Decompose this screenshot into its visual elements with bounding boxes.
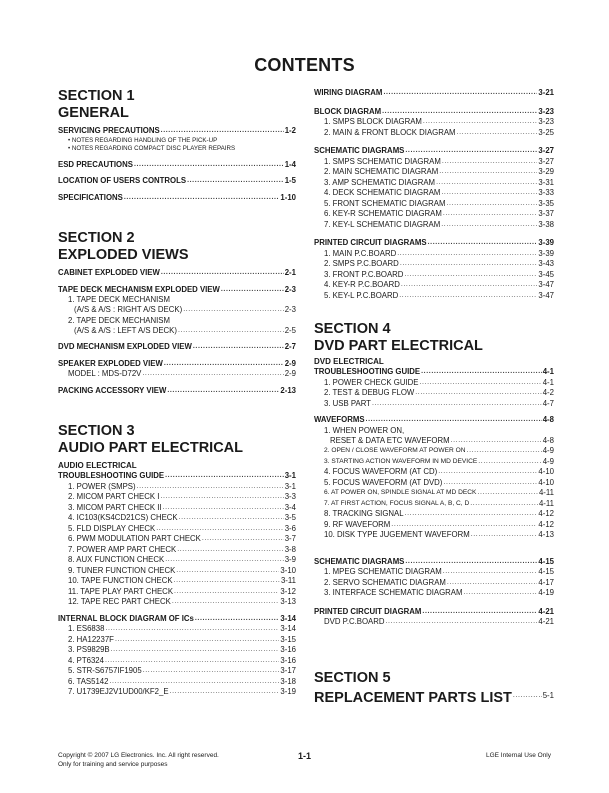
- toc-subentry[interactable]: 3. USB PART ..... 4-7: [314, 399, 554, 410]
- toc-subentry[interactable]: MODEL : MDS-D72V ..... 2-9: [58, 369, 296, 380]
- toc-entry[interactable]: CABINET EXPLODED VIEW ..... 2-1: [58, 268, 296, 279]
- toc-subentry[interactable]: 5. FOCUS WAVEFORM (AT DVD) ..... 4-10: [314, 478, 554, 489]
- toc-subentry[interactable]: 2. MAIN SCHEMATIC DIAGRAM ..... 3-29: [314, 167, 554, 178]
- toc-entry[interactable]: SERVICING PRECAUTIONS ..... 1-2: [58, 126, 296, 137]
- toc-subentry[interactable]: 7. KEY-L SCHEMATIC DIAGRAM ..... 3-38: [314, 220, 554, 231]
- toc-subentry[interactable]: 2. HA12237F ..... 3-15: [58, 635, 296, 646]
- toc-subentry[interactable]: 7. U1739EJ2V1UD00/KF2_E ..... 3-19: [58, 687, 296, 698]
- toc-entry[interactable]: PRINTED CIRCUIT DIAGRAMS ..... 3-39: [314, 238, 554, 249]
- footer-copyright: Copyright © 2007 LG Electronics. Inc. All right reserved. Only for training and service purposes: [58, 752, 219, 768]
- internal-block-list: [58, 624, 296, 698]
- waveform-list: [314, 446, 554, 541]
- toc-subentry-label: 1. WHEN POWER ON,: [324, 425, 405, 435]
- toc-subentry[interactable]: DVD P.C.BOARD ..... 4-21: [314, 617, 554, 628]
- section-number: SECTION 5: [314, 669, 391, 686]
- toc-subentry[interactable]: 5. STR-S6757IF1905 ..... 3-17: [58, 666, 296, 677]
- troubleshooting-list: [58, 482, 296, 608]
- toc-subentry[interactable]: 1. POWER CHECK GUIDE ..... 4-1: [314, 378, 554, 389]
- toc-subentry[interactable]: 5. FRONT SCHEMATIC DIAGRAM ..... 3-35: [314, 199, 554, 210]
- section-number: SECTION 2: [58, 230, 135, 246]
- toc-entry[interactable]: PRINTED CIRCUIT DIAGRAM ..... 4-21: [314, 607, 554, 618]
- toc-group-header: AUDIO ELECTRICAL: [58, 461, 137, 470]
- toc-subentry[interactable]: 2. MICOM PART CHECK I ..... 3-3: [58, 492, 296, 503]
- toc-note: • NOTES REGARDING COMPACT DISC PLAYER REPAIRS: [68, 145, 236, 152]
- toc-subentry[interactable]: 7. AT FIRST ACTION, FOCUS SIGNAL A, B, C, D ..... 4-11: [314, 499, 554, 510]
- toc-entry[interactable]: TAPE DECK MECHANISM EXPLODED VIEW ..... 2-3: [58, 285, 296, 296]
- section-title: DVD PART ELECTRICAL: [314, 338, 483, 354]
- toc-subentry[interactable]: 3. INTERFACE SCHEMATIC DIAGRAM ..... 4-19: [314, 588, 554, 599]
- section-4: [314, 321, 554, 628]
- toc-entry[interactable]: LOCATION OF USERS CONTROLS ..... 1-5: [58, 176, 296, 187]
- toc-subentry[interactable]: 5. FLD DISPLAY CHECK ..... 3-6: [58, 524, 296, 535]
- toc-subentry-label: 1. TAPE DECK MECHANISM: [68, 295, 170, 304]
- block-diagram-list: [314, 117, 554, 138]
- toc-subentry-label: 2. TAPE DECK MECHANISM: [68, 315, 170, 325]
- toc-subentry[interactable]: 1. SMPS SCHEMATIC DIAGRAM ..... 3-27: [314, 157, 554, 168]
- toc-subentry[interactable]: (A/S & A/S : LEFT A/S DECK) ..... 2-5: [58, 326, 296, 337]
- toc-left-column: [58, 88, 296, 698]
- toc-subentry[interactable]: RESET & DATA ETC WAVEFORM ..... 4-8: [314, 436, 554, 447]
- toc-subentry[interactable]: 3. PS9829B ..... 3-16: [58, 645, 296, 656]
- section-title: AUDIO PART ELECTRICAL: [58, 440, 244, 456]
- toc-entry[interactable]: INTERNAL BLOCK DIAGRAM OF ICs ..... 3-14: [58, 614, 296, 625]
- toc-entry[interactable]: SPECIFICATIONS ..... 1-10: [58, 193, 296, 204]
- toc-entry[interactable]: PACKING ACCESSORY VIEW ..... 2-13: [58, 386, 296, 397]
- section-title: EXPLODED VIEWS: [58, 247, 189, 263]
- toc-subentry[interactable]: 1. MPEG SCHEMATIC DIAGRAM ..... 4-15: [314, 567, 554, 578]
- toc-subentry[interactable]: 8. TRACKING SIGNAL ..... 4-12: [314, 509, 554, 520]
- toc-right-column: [314, 88, 554, 707]
- page-title: CONTENTS: [254, 55, 355, 75]
- toc-subentry[interactable]: 9. TUNER FUNCTION CHECK ..... 3-10: [58, 566, 296, 577]
- toc-subentry[interactable]: 2. MAIN & FRONT BLOCK DIAGRAM ..... 3-25: [314, 128, 554, 139]
- footer-internal: LGE Internal Use Only: [485, 752, 551, 759]
- page-number: 1-1: [297, 751, 311, 761]
- dvd-schematic-list: [314, 567, 554, 599]
- section-number: SECTION 4: [314, 321, 391, 337]
- toc-subentry[interactable]: 4. PT6324 ..... 3-16: [58, 656, 296, 667]
- toc-entry[interactable]: REPLACEMENT PARTS LIST ..... 5-1: [314, 687, 554, 707]
- toc-subentry[interactable]: 12. TAPE REC PART CHECK ..... 3-13: [58, 597, 296, 608]
- section-number: SECTION 3: [58, 423, 135, 439]
- toc-subentry[interactable]: 2. SERVO SCHEMATIC DIAGRAM ..... 4-17: [314, 578, 554, 589]
- toc-note: • NOTES REGARDING HANDLING OF THE PICK-UP: [68, 136, 218, 144]
- dvd-troubleshooting-list: [314, 378, 554, 410]
- toc-subentry[interactable]: 9. RF WAVEFORM ..... 4-12: [314, 520, 554, 531]
- toc-entry[interactable]: TROUBLESHOOTING GUIDE ..... 4-1: [314, 367, 554, 378]
- toc-subentry[interactable]: 1. ES6838 ..... 3-14: [58, 624, 296, 635]
- toc-subentry[interactable]: 6. AT POWER ON, SPINDLE SIGNAL AT MD DECK ..... 4-11: [314, 488, 554, 499]
- toc-entry[interactable]: BLOCK DIAGRAM ..... 3-23: [314, 107, 554, 118]
- toc-subentry[interactable]: 3. MICOM PART CHECK II ..... 3-4: [58, 503, 296, 514]
- section-number: SECTION 1: [58, 88, 135, 104]
- section-2: [58, 230, 296, 396]
- toc-entry[interactable]: SCHEMATIC DIAGRAMS ..... 3-27: [314, 146, 554, 157]
- toc-subentry[interactable]: 10. TAPE FUNCTION CHECK ..... 3-11: [58, 576, 296, 587]
- toc-subentry[interactable]: 1. SMPS BLOCK DIAGRAM ..... 3-23: [314, 117, 554, 128]
- toc-subentry[interactable]: 10. DISK TYPE JUGEMENT WAVEFORM ..... 4-13: [314, 530, 554, 541]
- toc-entry[interactable]: WIRING DIAGRAM ..... 3-21: [314, 88, 554, 99]
- toc-subentry[interactable]: 6. PWM MODULATION PART CHECK ..... 3-7: [58, 534, 296, 545]
- toc-subentry[interactable]: 7. POWER AMP PART CHECK ..... 3-8: [58, 545, 296, 556]
- toc-entry[interactable]: WAVEFORMS ..... 4-8: [314, 415, 554, 426]
- toc-subentry[interactable]: 4. FOCUS WAVEFORM (AT CD) ..... 4-10: [314, 467, 554, 478]
- toc-entry[interactable]: SPEAKER EXPLODED VIEW ..... 2-9: [58, 359, 296, 370]
- toc-subentry[interactable]: 2. OPEN / CLOSE WAVEFORM AT POWER ON ..... 4-9: [314, 446, 554, 457]
- toc-subentry[interactable]: 4. IC103(KS4CD21CS) CHECK ..... 3-5: [58, 513, 296, 524]
- section-5: [314, 670, 554, 707]
- toc-entry[interactable]: SCHEMATIC DIAGRAMS ..... 4-15: [314, 557, 554, 568]
- toc-subentry[interactable]: 1. MAIN P.C.BOARD ..... 3-39: [314, 249, 554, 260]
- toc-subentry[interactable]: 4. DECK SCHEMATIC DIAGRAM ..... 3-33: [314, 188, 554, 199]
- toc-entry[interactable]: TROUBLESHOOTING GUIDE ..... 3-1: [58, 471, 296, 482]
- pcb-list: [314, 249, 554, 302]
- section-1: [58, 88, 296, 203]
- toc-group-header: DVD ELECTRICAL: [314, 357, 384, 366]
- toc-entry[interactable]: ESD PRECAUTIONS ..... 1-4: [58, 160, 296, 171]
- toc-subentry[interactable]: 3. FRONT P.C.BOARD ..... 3-45: [314, 270, 554, 281]
- section-title: GENERAL: [58, 105, 129, 121]
- toc-subentry[interactable]: 2. TEST & DEBUG FLOW ..... 4-2: [314, 388, 554, 399]
- toc-subentry[interactable]: (A/S & A/S : RIGHT A/S DECK) ..... 2-3: [58, 305, 296, 316]
- toc-subentry[interactable]: 2. SMPS P.C.BOARD ..... 3-43: [314, 259, 554, 270]
- toc-subentry[interactable]: 1. POWER (SMPS) ..... 3-1: [58, 482, 296, 493]
- toc-entry[interactable]: DVD MECHANISM EXPLODED VIEW ..... 2-7: [58, 342, 296, 353]
- toc-subentry[interactable]: 3. STARTING ACTION WAVEFORM IN MD DEVICE ..... 4-9: [314, 457, 554, 468]
- toc-subentry[interactable]: 4. KEY-R P.C.BOARD ..... 3-47: [314, 280, 554, 291]
- toc-subentry[interactable]: 3. AMP SCHEMATIC DIAGRAM ..... 3-31: [314, 178, 554, 189]
- toc-subentry[interactable]: 6. TAS5142 ..... 3-18: [58, 677, 296, 688]
- toc-subentry[interactable]: 8. AUX FUNCTION CHECK ..... 3-9: [58, 555, 296, 566]
- toc-subentry[interactable]: 11. TAPE PLAY PART CHECK ..... 3-12: [58, 587, 296, 598]
- toc-subentry[interactable]: 5. KEY-L P.C.BOARD ..... 3-47: [314, 291, 554, 302]
- section-3: [58, 423, 296, 698]
- toc-subentry[interactable]: 6. KEY-R SCHEMATIC DIAGRAM ..... 3-37: [314, 209, 554, 220]
- schematic-list: [314, 157, 554, 231]
